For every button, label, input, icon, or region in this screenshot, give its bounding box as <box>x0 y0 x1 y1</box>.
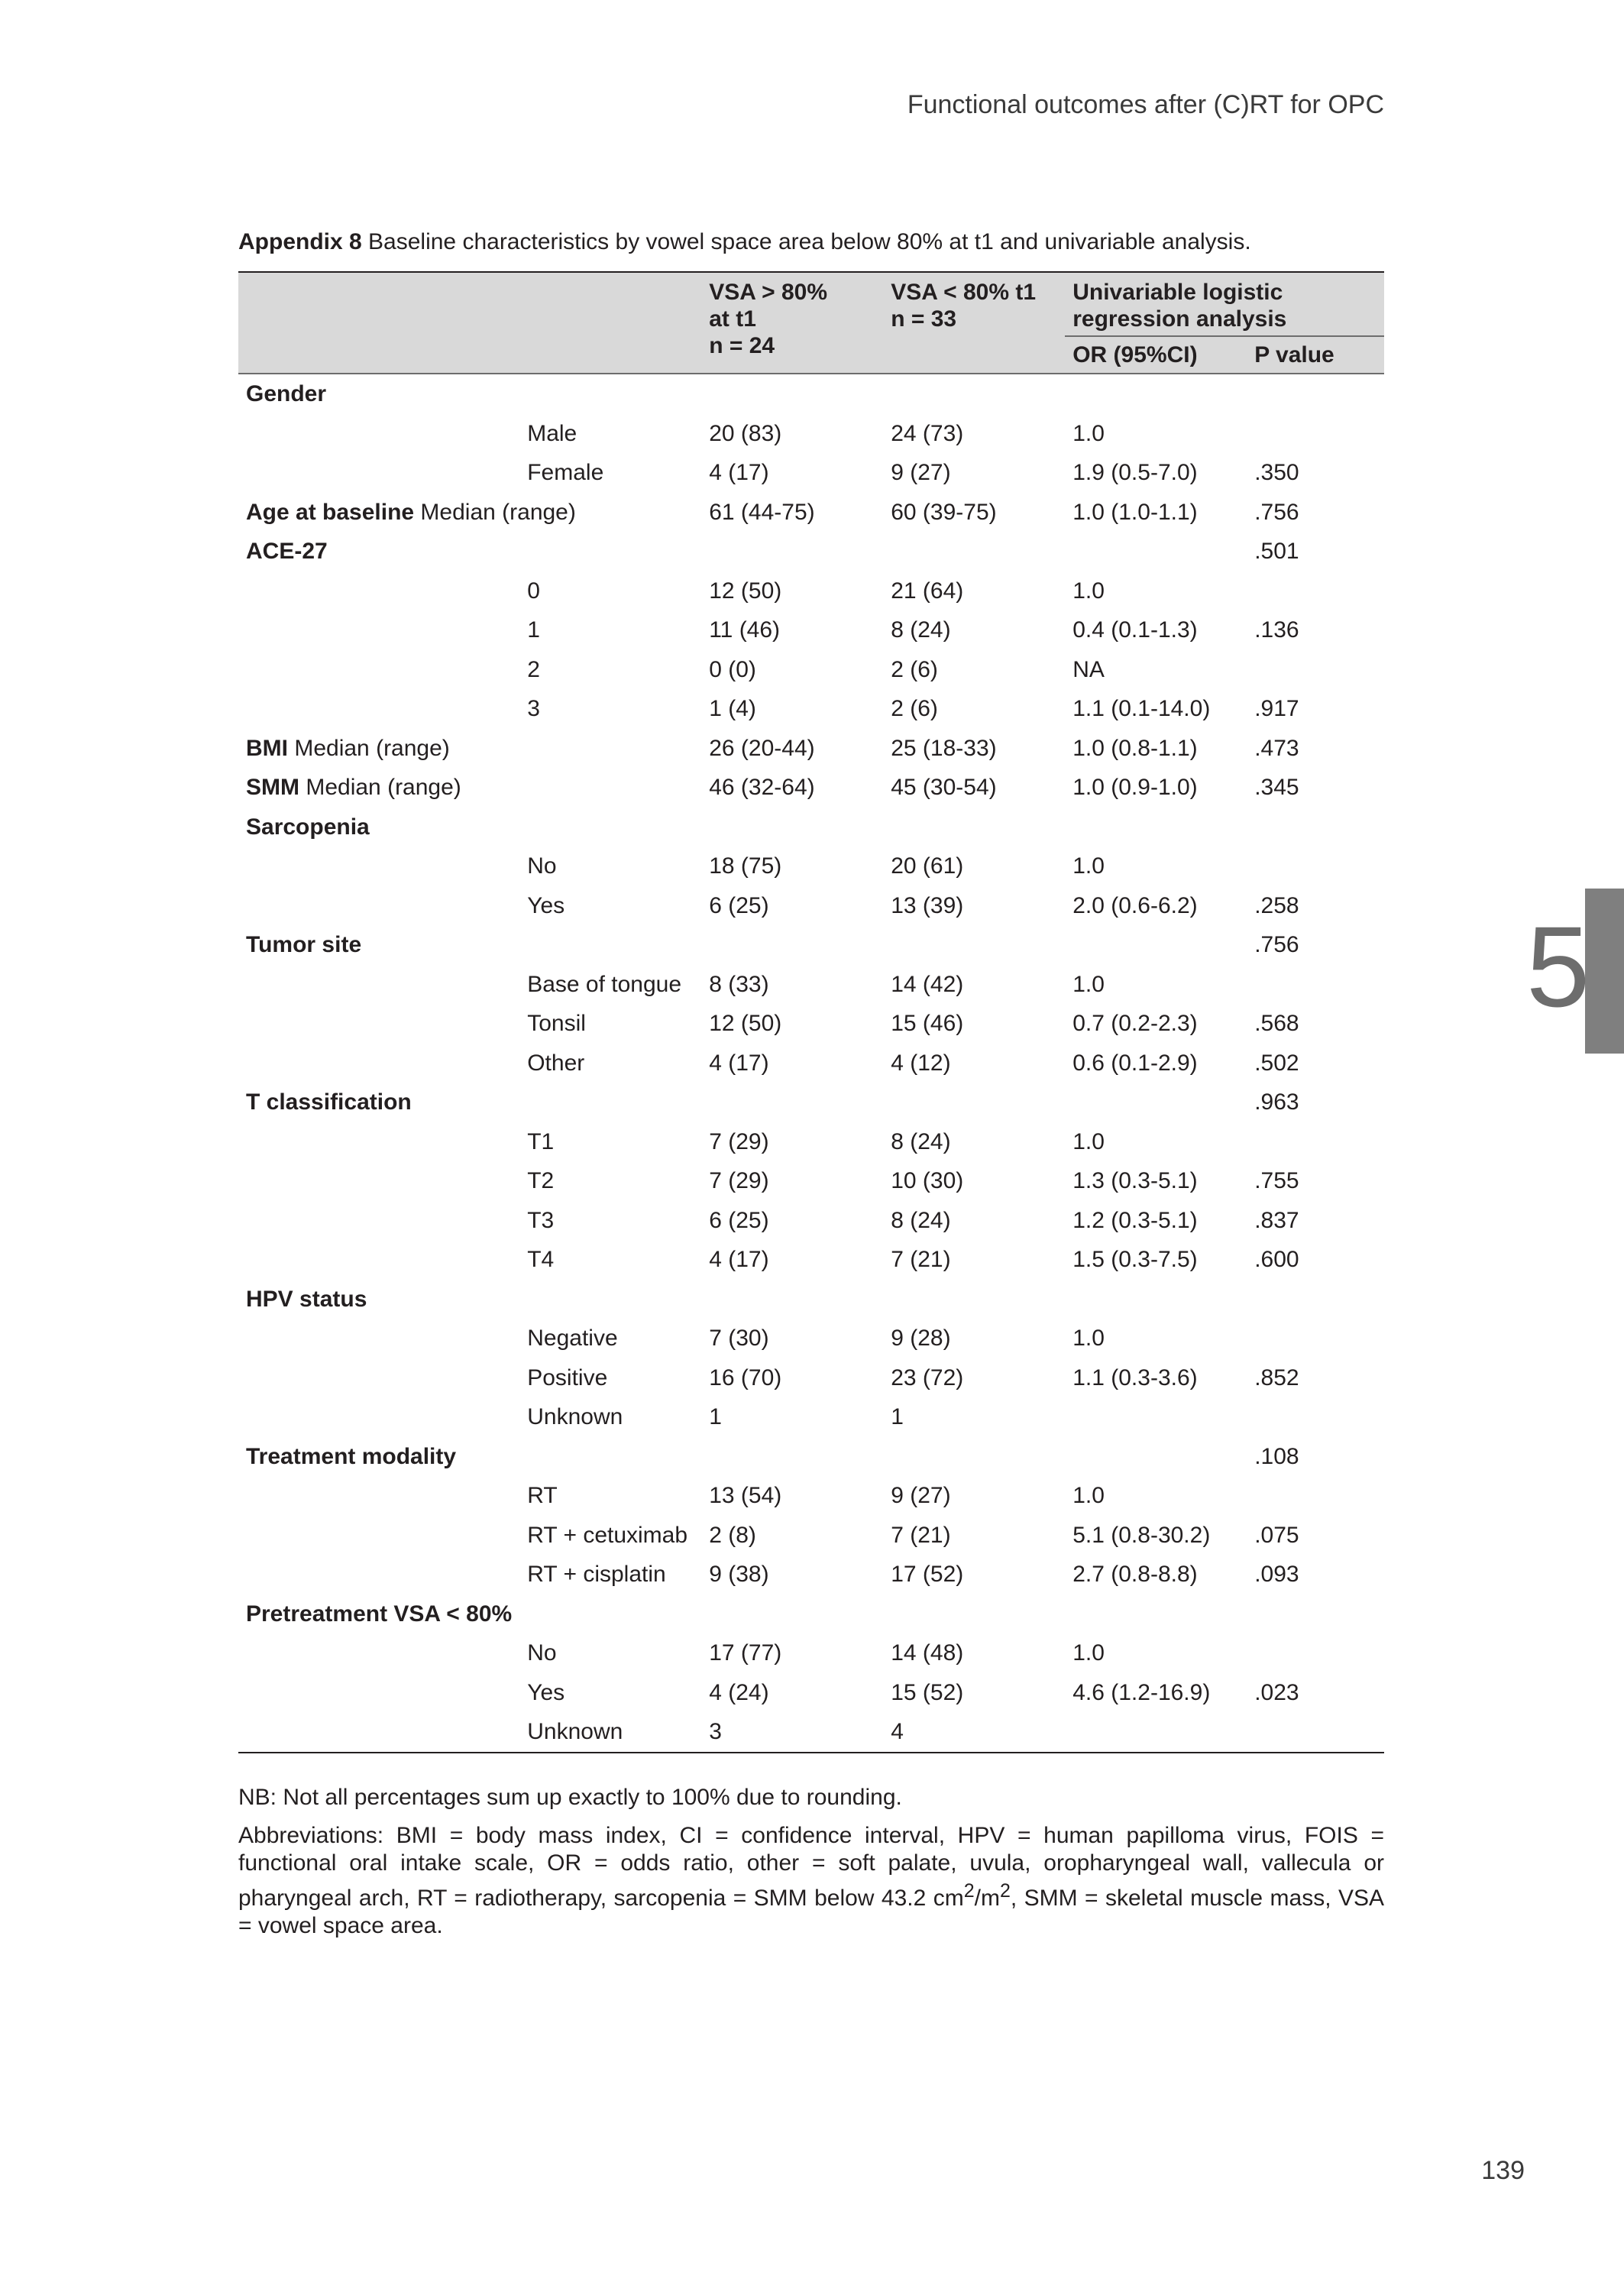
cell-p-value: .837 <box>1254 1207 1299 1233</box>
table-row <box>238 886 1384 926</box>
cell-p-value: .502 <box>1254 1050 1299 1076</box>
table-row <box>238 1122 1384 1162</box>
cell-p-value: .136 <box>1254 617 1299 643</box>
table-row <box>238 1044 1384 1083</box>
cell-vsa-lt: 8 (24) <box>891 1128 951 1154</box>
row-sublabel <box>519 532 701 571</box>
cell-or-ci <box>1065 374 1247 414</box>
cell-vsa-gt <box>701 925 883 965</box>
row-sublabel: T1 <box>527 1128 555 1154</box>
cell-or-ci: 1.0 <box>1072 1483 1105 1508</box>
page-number: 139 <box>1481 2156 1525 2185</box>
cell-p-value: .600 <box>1254 1247 1299 1272</box>
row-sublabel: Negative <box>527 1326 618 1351</box>
row-sublabel: RT + cetuximab <box>527 1522 688 1548</box>
table-row <box>238 1633 1384 1673</box>
cell-p-value <box>1247 1712 1384 1753</box>
cell-p-value <box>1247 1122 1384 1162</box>
row-group <box>238 1201 519 1241</box>
row-group <box>238 965 519 1005</box>
cell-p-value <box>1247 1319 1384 1358</box>
cell-or-ci <box>1065 1437 1247 1477</box>
row-sublabel: 3 <box>527 696 540 721</box>
table-row <box>238 1712 1384 1753</box>
row-sublabel: Female <box>527 460 604 485</box>
table-row <box>238 925 1384 965</box>
row-group <box>238 847 519 886</box>
row-group <box>238 414 519 454</box>
cell-vsa-gt <box>701 1280 883 1319</box>
row-group <box>238 571 519 611</box>
cell-or-ci <box>1065 532 1247 571</box>
row-group <box>238 650 519 690</box>
cell-or-ci: 1.0 <box>1072 1640 1105 1666</box>
row-group <box>238 1319 519 1358</box>
row-group <box>238 1122 519 1162</box>
cell-or-ci: 1.0 <box>1072 578 1105 604</box>
cell-p-value: .501 <box>1254 539 1299 564</box>
cell-vsa-lt: 14 (42) <box>891 971 964 997</box>
cell-p-value <box>1247 808 1384 847</box>
row-group <box>238 886 519 926</box>
table-row <box>238 610 1384 650</box>
row-group <box>238 1358 519 1398</box>
cell-or-ci <box>1065 1712 1247 1753</box>
caption-text: Baseline characteristics by vowel space area below 80% at t1 and univariable analysis. <box>361 229 1251 254</box>
cell-vsa-gt: 8 (33) <box>709 971 769 997</box>
chapter-tab <box>1585 889 1624 1054</box>
cell-p-value <box>1247 1633 1384 1673</box>
table-body <box>238 374 1384 1753</box>
cell-vsa-lt: 25 (18-33) <box>891 735 997 761</box>
row-group: ACE-27 <box>246 539 328 564</box>
table-row <box>238 1240 1384 1280</box>
cell-vsa-lt: 17 (52) <box>891 1562 964 1587</box>
cell-vsa-lt <box>883 1437 1065 1477</box>
abbr-sup2: 2 <box>999 1880 1011 1902</box>
cell-p-value <box>1247 1280 1384 1319</box>
cell-vsa-lt: 24 (73) <box>891 420 964 446</box>
cell-vsa-gt: 1 <box>709 1404 722 1429</box>
cell-vsa-lt: 9 (28) <box>891 1326 951 1351</box>
chapter-number: 5 <box>1526 902 1590 1031</box>
cell-or-ci: 0.7 (0.2-2.3) <box>1072 1011 1198 1036</box>
cell-or-ci: 5.1 (0.8-30.2) <box>1072 1522 1211 1548</box>
cell-p-value <box>1247 1476 1384 1516</box>
cell-vsa-gt: 16 (70) <box>709 1365 782 1390</box>
cell-vsa-lt <box>883 1280 1065 1319</box>
cell-vsa-gt: 13 (54) <box>709 1483 782 1508</box>
cell-vsa-gt: 0 (0) <box>709 656 756 682</box>
cell-p-value: .756 <box>1254 499 1299 525</box>
cell-or-ci: 1.1 (0.1-14.0) <box>1072 696 1211 721</box>
cell-p-value: .345 <box>1254 775 1299 800</box>
header-vsa-lt <box>883 272 1065 374</box>
abbr-part3: , SMM = skeletal muscle mass, VSA = vowel space area. <box>238 1886 1384 1938</box>
table-row <box>238 453 1384 493</box>
cell-p-value: .093 <box>1254 1562 1299 1587</box>
row-group <box>238 1516 519 1556</box>
caption-label: Appendix 8 <box>238 229 362 254</box>
cell-vsa-gt: 7 (29) <box>709 1168 769 1193</box>
row-sublabel: No <box>527 1640 557 1666</box>
cell-vsa-lt: 4 (12) <box>891 1050 951 1076</box>
row-group <box>238 1397 519 1437</box>
cell-or-ci <box>1065 1083 1247 1122</box>
row-sublabel <box>519 1083 701 1122</box>
abbr-part1: Abbreviations: BMI = body mass index, CI = confidence interval, HPV = human papilloma virus, FOIS = functional oral intake scale, OR = odds ratio, other = soft palate, uvula, oropharyngeal wall, vallecula or pharyngeal arch, RT = radiotherapy, sarcopenia = SMM below 43.2 cm <box>238 1823 1384 1911</box>
table-row <box>238 1516 1384 1556</box>
abbr-sup1: 2 <box>963 1880 975 1902</box>
row-group: Age at baseline <box>246 499 415 525</box>
cell-p-value <box>1247 650 1384 690</box>
cell-p-value: .108 <box>1254 1443 1299 1469</box>
row-sublabel <box>519 808 701 847</box>
cell-p-value: .258 <box>1254 892 1299 918</box>
cell-vsa-gt: 9 (38) <box>709 1562 769 1587</box>
cell-vsa-gt: 3 <box>701 1712 883 1753</box>
row-sublabel: 1 <box>527 617 540 643</box>
cell-or-ci: 1.1 (0.3-3.6) <box>1072 1365 1198 1390</box>
header-vsa-gt <box>701 272 883 374</box>
header-empty-1 <box>238 272 519 374</box>
cell-p-value <box>1247 414 1384 454</box>
row-sublabel: Base of tongue <box>527 971 682 997</box>
header-empty-2 <box>519 272 701 374</box>
header-vsa-gt-line2: at t1 <box>709 306 756 332</box>
cell-vsa-lt: 7 (21) <box>891 1522 951 1548</box>
cell-p-value: .755 <box>1254 1168 1299 1193</box>
cell-vsa-lt: 9 (27) <box>891 1483 951 1508</box>
row-group <box>238 453 519 493</box>
cell-vsa-lt: 14 (48) <box>891 1640 964 1666</box>
cell-vsa-lt: 45 (30-54) <box>891 775 997 800</box>
row-sublabel: T3 <box>527 1207 555 1233</box>
cell-vsa-gt: 4 (24) <box>709 1679 769 1705</box>
cell-vsa-gt: 17 (77) <box>709 1640 782 1666</box>
cell-p-value <box>1247 571 1384 611</box>
row-label <box>238 729 701 769</box>
cell-p-value: .075 <box>1254 1522 1299 1548</box>
row-sublabel: 2 <box>527 656 540 682</box>
cell-or-ci <box>1065 925 1247 965</box>
table-row <box>238 768 1384 808</box>
cell-or-ci: 4.6 (1.2-16.9) <box>1072 1679 1211 1705</box>
row-sublabel: Median (range) <box>306 775 461 800</box>
header-p-value: P value <box>1247 336 1384 374</box>
table-row <box>238 1083 1384 1122</box>
header-vsa-lt-line2: n = 33 <box>891 306 957 332</box>
cell-vsa-lt: 9 (27) <box>891 460 951 485</box>
row-group <box>238 610 519 650</box>
cell-vsa-gt: 12 (50) <box>709 578 782 604</box>
table-row <box>238 1673 1384 1713</box>
cell-p-value: .568 <box>1254 1011 1299 1036</box>
row-label <box>238 768 701 808</box>
table-notes <box>238 1784 1384 1950</box>
cell-or-ci: NA <box>1072 656 1105 682</box>
cell-vsa-lt: 13 (39) <box>891 892 964 918</box>
cell-vsa-lt: 7 (21) <box>891 1247 951 1272</box>
cell-vsa-lt <box>883 1083 1065 1122</box>
cell-or-ci: 1.0 <box>1072 1326 1105 1351</box>
cell-vsa-lt: 1 <box>891 1404 904 1429</box>
table-row <box>238 1161 1384 1201</box>
table-row <box>238 1319 1384 1358</box>
cell-vsa-gt: 46 (32-64) <box>709 775 815 800</box>
cell-or-ci: 0.4 (0.1-1.3) <box>1072 617 1198 643</box>
cell-p-value <box>1247 847 1384 886</box>
table-row <box>238 374 1384 414</box>
cell-vsa-gt: 4 (17) <box>709 1050 769 1076</box>
row-sublabel: No <box>527 853 557 879</box>
row-group: BMI <box>246 735 288 761</box>
cell-vsa-gt: 26 (20-44) <box>709 735 815 761</box>
row-sublabel: Other <box>527 1050 585 1076</box>
cell-vsa-gt: 11 (46) <box>709 617 781 643</box>
row-group <box>238 1161 519 1201</box>
cell-or-ci <box>1065 1397 1247 1437</box>
row-group: Pretreatment VSA < 80% <box>246 1601 513 1627</box>
baseline-table <box>238 271 1384 1753</box>
cell-vsa-lt <box>883 374 1065 414</box>
cell-vsa-gt: 20 (83) <box>709 420 782 446</box>
table-row <box>238 965 1384 1005</box>
table-row <box>238 1358 1384 1398</box>
cell-vsa-gt <box>701 1083 883 1122</box>
row-sublabel: Yes <box>527 892 565 918</box>
cell-or-ci <box>1065 808 1247 847</box>
cell-p-value: .473 <box>1254 735 1299 761</box>
cell-or-ci: 1.0 <box>1072 420 1105 446</box>
table-row <box>238 729 1384 769</box>
cell-vsa-lt: 20 (61) <box>891 853 964 879</box>
row-group: SMM <box>246 775 299 800</box>
cell-vsa-lt <box>883 925 1065 965</box>
cell-vsa-lt <box>883 532 1065 571</box>
cell-p-value: .023 <box>1254 1679 1299 1705</box>
cell-or-ci <box>1065 1594 1247 1634</box>
abbr-part2: /m <box>974 1886 1000 1911</box>
cell-p-value: .350 <box>1254 460 1299 485</box>
cell-vsa-gt: 1 (4) <box>709 696 756 721</box>
table-row <box>238 1280 1384 1319</box>
cell-vsa-lt: 60 (39-75) <box>891 499 997 525</box>
cell-p-value: .917 <box>1254 696 1299 721</box>
row-group <box>238 1044 519 1083</box>
cell-or-ci: 1.9 (0.5-7.0) <box>1072 460 1198 485</box>
cell-vsa-lt: 10 (30) <box>891 1168 964 1193</box>
cell-or-ci: 1.0 (0.8-1.1) <box>1072 735 1198 761</box>
note-abbreviations <box>238 1822 1384 1940</box>
table-row <box>238 689 1384 729</box>
cell-p-value: .756 <box>1254 932 1299 957</box>
table-row <box>238 1004 1384 1044</box>
cell-or-ci: 1.0 <box>1072 971 1105 997</box>
cell-vsa-gt: 6 (25) <box>709 1207 769 1233</box>
cell-vsa-gt: 2 (8) <box>709 1522 756 1548</box>
row-sublabel: RT <box>527 1483 558 1508</box>
cell-vsa-lt: 8 (24) <box>891 617 951 643</box>
header-or-ci: OR (95%CI) <box>1065 336 1247 374</box>
note-nb: NB: Not all percentages sum up exactly to 100% due to rounding. <box>238 1785 902 1810</box>
cell-vsa-lt: 15 (46) <box>891 1011 964 1036</box>
cell-vsa-gt <box>701 1594 883 1634</box>
cell-p-value: .963 <box>1254 1089 1299 1115</box>
row-group: Treatment modality <box>246 1443 457 1469</box>
header-vsa-lt-line1: VSA < 80% t1 <box>891 280 1037 305</box>
row-sublabel <box>519 1437 701 1477</box>
row-group: HPV status <box>246 1286 367 1312</box>
cell-or-ci: 1.5 (0.3-7.5) <box>1072 1247 1198 1272</box>
cell-p-value <box>1247 1397 1384 1437</box>
table-row <box>238 1555 1384 1594</box>
cell-vsa-gt <box>701 1437 883 1477</box>
table-row <box>238 1201 1384 1241</box>
header-vsa-gt-line3: n = 24 <box>709 333 775 358</box>
cell-vsa-gt: 61 (44-75) <box>709 499 815 525</box>
row-group: Gender <box>246 381 327 406</box>
table-row <box>238 1476 1384 1516</box>
cell-vsa-gt <box>701 374 883 414</box>
cell-or-ci: 1.0 <box>1072 853 1105 879</box>
cell-vsa-lt: 15 (52) <box>891 1679 964 1705</box>
row-group <box>238 1476 519 1516</box>
table-row <box>238 414 1384 454</box>
cell-vsa-gt <box>701 808 883 847</box>
table-row <box>238 532 1384 571</box>
row-sublabel: RT + cisplatin <box>527 1562 666 1587</box>
header-univariable: Univariable logistic regression analysis <box>1065 272 1384 336</box>
row-group <box>238 689 519 729</box>
cell-vsa-lt: 2 (6) <box>891 656 938 682</box>
cell-vsa-gt: 7 (30) <box>709 1326 769 1351</box>
cell-vsa-gt: 12 (50) <box>709 1011 782 1036</box>
row-sublabel: Median (range) <box>294 735 450 761</box>
cell-p-value <box>1247 374 1384 414</box>
row-sublabel: T2 <box>527 1168 555 1193</box>
cell-vsa-lt: 8 (24) <box>891 1207 951 1233</box>
cell-vsa-gt: 6 (25) <box>709 892 769 918</box>
row-group: Sarcopenia <box>246 814 370 840</box>
row-group <box>238 1555 519 1594</box>
table-row <box>238 571 1384 611</box>
cell-vsa-lt: 21 (64) <box>891 578 964 604</box>
cell-or-ci: 1.2 (0.3-5.1) <box>1072 1207 1198 1233</box>
row-sublabel <box>519 1594 701 1634</box>
row-sublabel: Yes <box>527 1679 565 1705</box>
row-sublabel <box>519 1280 701 1319</box>
row-sublabel: Positive <box>527 1365 608 1390</box>
cell-vsa-lt: 2 (6) <box>891 696 938 721</box>
cell-vsa-lt: 23 (72) <box>891 1365 964 1390</box>
cell-or-ci: 2.0 (0.6-6.2) <box>1072 892 1198 918</box>
cell-or-ci <box>1065 1280 1247 1319</box>
row-sublabel: Tonsil <box>527 1011 586 1036</box>
cell-vsa-gt <box>701 532 883 571</box>
row-sublabel: Median (range) <box>420 499 576 525</box>
cell-or-ci: 1.3 (0.3-5.1) <box>1072 1168 1198 1193</box>
cell-or-ci: 0.6 (0.1-2.9) <box>1072 1050 1198 1076</box>
table-row <box>238 493 1384 533</box>
cell-vsa-lt <box>883 808 1065 847</box>
row-sublabel <box>519 374 701 414</box>
row-group <box>238 1633 519 1673</box>
row-sublabel: Male <box>527 420 577 446</box>
cell-vsa-lt: 4 <box>883 1712 1065 1753</box>
row-sublabel: Unknown <box>527 1404 623 1429</box>
row-group <box>238 1240 519 1280</box>
cell-or-ci: 2.7 (0.8-8.8) <box>1072 1562 1198 1587</box>
header-vsa-gt-line1: VSA > 80% <box>709 280 828 305</box>
cell-or-ci: 1.0 (0.9-1.0) <box>1072 775 1198 800</box>
cell-p-value: .852 <box>1254 1365 1299 1390</box>
table-row <box>238 1594 1384 1634</box>
row-group: T classification <box>246 1089 412 1115</box>
table-row <box>238 847 1384 886</box>
row-group <box>238 1712 519 1753</box>
row-label <box>238 493 701 533</box>
cell-vsa-gt: 7 (29) <box>709 1128 769 1154</box>
cell-vsa-gt: 4 (17) <box>709 460 769 485</box>
running-title: Functional outcomes after (C)RT for OPC <box>907 90 1384 119</box>
table-row <box>238 1437 1384 1477</box>
row-group: Tumor site <box>246 932 362 957</box>
row-group <box>238 1004 519 1044</box>
row-group <box>238 1673 519 1713</box>
table-row <box>238 1397 1384 1437</box>
table-row <box>238 808 1384 847</box>
cell-or-ci: 1.0 <box>1072 1128 1105 1154</box>
row-sublabel: 0 <box>527 578 540 604</box>
cell-vsa-lt <box>883 1594 1065 1634</box>
row-sublabel: T4 <box>527 1247 555 1272</box>
row-sublabel <box>519 925 701 965</box>
row-sublabel: Unknown <box>519 1712 701 1753</box>
cell-p-value <box>1247 965 1384 1005</box>
cell-or-ci: 1.0 (1.0-1.1) <box>1072 499 1198 525</box>
table-caption <box>238 229 1384 255</box>
cell-vsa-gt: 4 (17) <box>709 1247 769 1272</box>
cell-vsa-gt: 18 (75) <box>709 853 782 879</box>
table-row <box>238 650 1384 690</box>
cell-p-value <box>1247 1594 1384 1634</box>
